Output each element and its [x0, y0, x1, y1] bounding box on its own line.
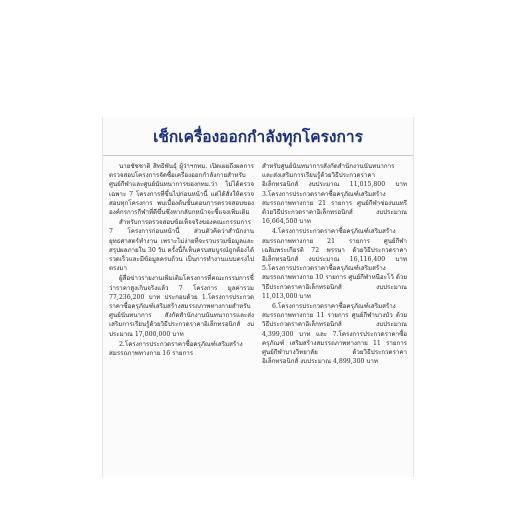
- headline: เช็กเครื่องออกกำลังทุกโครงการ: [103, 117, 413, 156]
- news-clipping: [102, 117, 414, 477]
- column-left: [109, 162, 254, 477]
- paragraph: สำหรับศูนย์นันทนาการสังกัดสำนักงานนันทนาการ และส่งเสริมการเรียนรู้ด้วยวิธีประกวดราคาอิเล็กทรอนิกส์ งบประมาณ 11,015,800 บาท 3.โครงการประกวดราคาซื้อครุภัณฑ์เสริมสร้างสมรรถภาพทางกาย 21 รายการ ศูนย์กีฬาช่องนนทรี ด้วยวิธีประกวดราคาอิเล็กทรอนิกส์ งบประมาณ 16,664,500 บาท: [262, 163, 407, 226]
- paragraph: ผู้สื่อข่าวรายงานเพิ่มเติมโครงการที่คณะกรรมการชี้ว่าราคาสูงเกินจริงแล้ว 7 โครงการ มูลค่ารวม 77,236,200 บาท ประกอบด้วย 1.โครงการประกวดราคาซื้อครุภัณฑ์เสริมสร้างสมรรถภาพทางกายสำหรับศูนย์นันทนาการ สังกัดสำนักงานนันทนาการและส่งเสริมการเรียนรู้ด้วยวิธีประกวดราคาอิเล็กทรอนิกส์ งบประมาณ 17,000,000 บาท: [109, 275, 254, 338]
- paragraph: นายชัชชาติ สิทธิพันธุ์ ผู้ว่าฯกทม. เปิดเผยถึงผลการตรวจสอบโครงการจัดซื้อเครื่องออกกำลังกายสำหรับศูนย์กีฬาและศูนย์นันทนาการของกทม.ว่า ไม่ได้ตรวจเฉพาะ 7 โครงการที่ขึ้นไปก่อนหน้านี้ แต่ได้สั่งให้ตรวจสอบทุกโครงการ พบเบื้องต้นขั้นตอนการตรวจสอบขององค์กรการกีฬาที่ดีขึ้นซึ่งหากลับกหน้าจะชี้แจงเพิ่มเติม: [109, 163, 254, 217]
- paragraph: 2.โครงการประกวดราคาซื้อครุภัณฑ์เสริมสร้างสมรรถภาพทางกาย 16 รายการ: [109, 340, 243, 358]
- paragraph: สำหรับการตรวจสอบข้อเท็จจริงของคณะกรรมการ 7 โครงการก่อนหน้านี้ ส่วนตัวคิดว่าสำนักงานยุทธศาสตร์ทำงาน เพราะไม่ง่ายที่จะรวบรวมข้อมูลและสรุปผลภายใน 30 วัน ครั้งนี้ก็เห็นครบสมบูรณ์ถูกต้องได้รวดเร็วและมีข้อมูลครบถ้วน เป็นการทำงานแบบตรงไปตรงมา: [109, 219, 254, 273]
- column-right: [262, 162, 407, 477]
- paragraph: 6.โครงการประกวดราคาซื้อครุภัณฑ์เสริมสร้างสมรรถภาพทางกาย 11 รายการ ศูนย์กีฬาบางบัว ด้วยวิธีประกวดราคาอิเล็กทรอนิกส์ งบประมาณ 4,399,300 บาท และ 7.โครงการประกวดราคาซื้อครุภัณฑ์ เสริมสร้างสมรรถภาพทางกาย 11 รายการ ศูนย์กีฬาบางวิทยาลัย ด้วยวิธีประกวดราคาอิเล็กทรอนิกส์ งบประมาณ 4,899,300 บาท: [262, 303, 407, 366]
- paragraph: 4.โครงการประกวดราคาซื้อครุภัณฑ์เสริมสร้างสมรรถภาพทางกาย 21 รายการ ศูนย์กีฬาเฉลิมพระเกียรติ 72 พรรษา ด้วยวิธีประกวดราคาอิเล็กทรอนิกส์ งบประมาณ 16,116,400 บาท 5.โครงการประกวดราคาซื้อครุภัณฑ์เสริมสร้างสมรรถภาพทางกาย 10 รายการ ศูนย์กีฬาหนีฮะโว้ ด้วยวิธีประกวดราคาอิเล็กทรอนิกส์ งบประมาณ 11,013,000 บาท: [262, 228, 407, 300]
- article-body: [103, 156, 413, 477]
